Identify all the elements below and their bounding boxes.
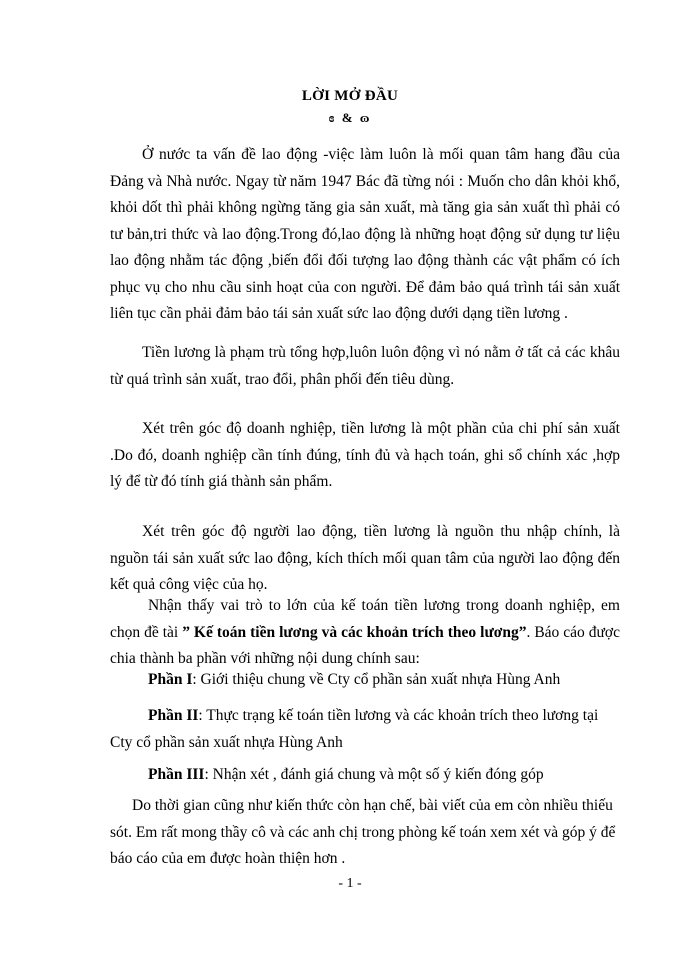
title-ornament: ɞ & ɷ — [328, 110, 372, 125]
section-item-3 — [110, 762, 620, 789]
section-item-2 — [110, 703, 620, 756]
section-text: : Nhận xét , đánh giá chung và một số ý kiến đóng góp — [204, 766, 544, 783]
section-label: Phần III — [148, 766, 205, 783]
intro-paragraph-5 — [110, 593, 620, 673]
page-title: LỜI MỞ ĐẦU — [301, 88, 399, 104]
page-number: - 1 - — [338, 876, 362, 891]
paragraph-5-tail: . Báo cáo được chia thành ba phần với những nội dung chính sau: — [110, 623, 620, 667]
intro-paragraph-3: Xét trên góc độ doanh nghiệp, tiền lương là một phần của chi phí sản xuất .Do đó, doanh nghiệp cần tính đúng, tính đủ và hạch toán, ghi sổ chính xác ,hợp lý để từ đó tính giá thành sản phẩm. — [110, 420, 620, 490]
section-item-1 — [110, 667, 620, 694]
section-label: Phần II — [148, 707, 199, 724]
intro-paragraph-2: Tiền lương là phạm trù tổng hợp,luôn luôn động vì nó nằm ở tất cả các khâu từ quá trình sản xuất, trao đổi, phân phối đến tiêu dùng. — [110, 344, 620, 388]
paragraph-5-lead: Nhận thấy vai trò to lớn của kế toán tiền lương trong doanh nghiệp, em chọn đề tài — [110, 597, 620, 641]
section-label: Phần I — [148, 671, 193, 688]
intro-paragraph-4: Xét trên góc độ người lao động, tiền lương là nguồn thu nhập chính, là nguồn tái sản xuất sức lao động, kích thích mối quan tâm của người lao động đến kết quả công việc của họ. — [110, 523, 620, 593]
intro-paragraph-1: Ở nước ta vấn đề lao động -việc làm luôn là mối quan tâm hang đầu của Đảng và Nhà nước. Ngay từ năm 1947 Bác đã từng nói : Muốn cho dân khỏi khổ, khỏi dốt thì phải không ngừng tăng gia sản xuất, mà tăng gia sản xuất thì phải có tư bản,tri thức và lao động.Trong đó,lao động là những hoạt động sử dụng tư liệu lao động nhằm tác động ,biến đổi đối tượng lao động thành các vật phẩm có ích phục vụ cho nhu cầu sinh hoạt của con người. Để đảm bảo quá trình tái sản xuất liên tục cần phải đảm bảo tái sản xuất sức lao động dưới dạng tiền lương . — [110, 146, 620, 322]
report-topic: ” Kế toán tiền lương và các khoản trích theo lương” — [182, 623, 527, 641]
section-text: : Thực trạng kế toán tiền lương và các khoản trích theo lương tại Cty cổ phần sản xuất nhựa Hùng Anh — [110, 707, 599, 751]
closing-paragraph: Do thời gian cũng như kiến thức còn hạn chế, bài viết của em còn nhiều thiếu sót. Em rất mong thầy cô và các anh chị trong phòng kế toán xem xét và góp ý để báo cáo của em được hoàn thiện hơn . — [110, 797, 616, 867]
section-text: : Giới thiệu chung về Cty cổ phần sản xuất nhựa Hùng Anh — [192, 671, 561, 688]
